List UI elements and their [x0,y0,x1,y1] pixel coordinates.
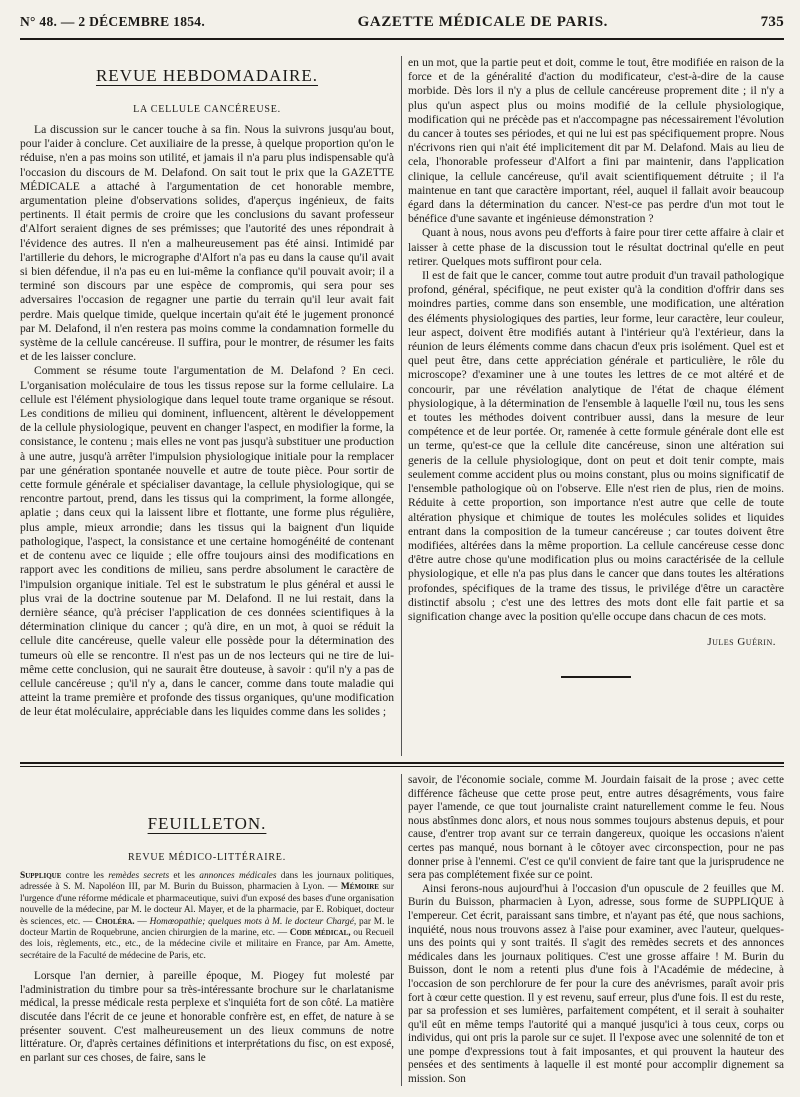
running-head [20,14,784,40]
section-divider-thin [20,766,784,767]
feuilleton-summary: Supplique contre les remèdes secrets et les annonces médicales dans les journaux politiques, adressée à S. M. Napoléon III, par M. Burin du Buisson, pharmacien à Lyon. — Mémoire sur l'urgence d'une réforme médicale et pharmaceutique, suivi d'un exposé des bases d'une organisation nouvelle de la médecine, par M. le docteur Al. Mayer, et de la pharmacie, par E. Robiquet, docteur ès sciences, etc. — Choléra. — Homœopathie; quelques mots à M. le docteur Chargé, par M. le docteur Martin de Roquebrune, ancien chirurgien de la marine, etc. — Code médical, ou Recueil des lois, règlements, etc., etc., de la médecine civile et militaire en France, par Am. Amette, secrétaire de la Faculté de médecine de Paris, etc. [20,871,394,961]
revue-paragraph: La discussion sur le cancer touche à sa fin. Nous la suivrons jusqu'au bout, pour l'aider à conclure. Cet auxiliaire de la presse, à quelque proportion qu'on le réduise, n'en a pas moins son utilité, et jamais il n'a paru plus indispensable qu'à l'occasion du discours de M. Delafond. On sait tout le prix que la GAZETTE MÉDICALE a attaché à l'argumentation de cet honorable membre, argumentation pleine d'observations solides, d'aperçus ingénieux, de faits pertinents. Il était permis de croire que les conclusions du savant professeur d'Alfort seraient dignes de ses prémisses; que l'autorité des unes répondrait à l'évidence des autres. Il n'en a malheureusement pas été ainsi. Intimidé par l'artillerie du dehors, le micrographe d'Alfort n'a pas eu dans la cause qu'il avait si bien défendue, il n'a pas eu en lui-même la confiance qu'il pouvait avoir; il a terminé son discours par une espèce de compromis, qui sera pour ses adversaires l'occasion de regagner une partie du terrain qu'il leur avait fait perdre. Mais quelque timide, quelque incertain qu'ait été le jugement prononcé par M. Delafond, il n'en restera pas moins comme la condamnation formelle du système de la cellule cancéreuse. Il suffira, pour le montrer, de résumer les faits et de les laisser conclure. [20,123,394,364]
section-divider [20,762,784,764]
page-number: 735 [760,14,784,30]
revue-paragraph: en un mot, que la partie peut et doit, comme le tout, être modifiée en raison de la force et de la généralité d'action du modificateur, c'est-à-dire de la cause morbide. Dès lors il n'y a plus de cellule cancéreuse proprement dite ; il n'y a plus qu'un aspect plus ou moins modifié de la cellule physiologique, modification qui ne précède pas et n'accompagne pas nécessairement l'évolution du cancer à toutes ses périodes, et qui ne lui est pas spécifiquement propre. Nous n'écrivons rien qui n'ait été implicitement dit par M. Delafond. Mais au lieu de cela, l'honorable professeur d'Alfort a fini par maintenir, dans l'application clinique, la cellule cancéreuse, qu'il avait scientifiquement détruite ; il l'a maintenue en tant que caractère important, réel, auquel il fallait avoir beaucoup égard dans la détermination du cancer. N'est-ce pas perdre d'un mot tout le bénéfice d'une savante et ingénieuse démonstration ? [408,56,784,226]
feuilleton-column-right [408,774,784,1089]
end-rule [561,676,631,678]
revue-section [20,56,784,776]
newspaper-page [20,14,784,1089]
revue-column-right [408,56,784,768]
journal-title: GAZETTE MÉDICALE DE PARIS. [357,14,608,30]
revue-title: REVUE HEBDOMADAIRE. [95,66,319,85]
feuilleton-paragraph: Ainsi ferons-nous aujourd'hui à l'occasion d'un opuscule de 2 feuilles que M. Burin du Buisson, pharmacien à Lyon, adresse, sous forme de SUPPLIQUE à l'empereur. Cet écrit, paraissant sans timbre, et n'ayant pas été, que nous sachions, inquiété, nous nous trouvons assez à l'aise pour examiner, avec l'auteur, quelques-uns des points qui y sont traités. Il s'agit des remèdes secrets et des annonces médicales dans les journaux politiques. C'est une grosse affaire ! M. Burin du Buisson, dont le nom a retenti plus d'une fois à l'Académie de médecine, à l'occasion de son perchlorure de fer pour la cure des anévrismes, paraît avoir pris fort à cœur cette question. Il y est revenu, sauf erreur, plus d'une fois. Il est du reste, par sa profession et ses lumières, parfaitement compétent, et il serait à souhaiter qu'il eût en même temps l'autorité qui a manqué jusqu'ici à tous ceux, corps ou individus, qui ont pris la parole sur ce sujet. Il l'expose avec une solennité de ton et une pompe d'expressions tout à fait imposantes, et qui prouvent la hauteur des pensées et des sentiments à laquelle il est monté pour accomplir dignement sa mission. Son [408,882,784,1086]
feuilleton-column-left [20,774,394,1089]
issue-date: N° 48. — 2 DÉCEMBRE 1854. [20,14,206,29]
feuilleton-paragraph: Lorsque l'an dernier, à pareille époque, M. Piogey fut molesté par l'administration du timbre pour sa très-intéressante brochure sur le charlatanisme médical, la presse médicale resta perplexe et s'inquiéta fort de son côté. La matière discutée dans l'écrit de ce jeune et honorable confrère est, en effet, de nature à se présenter souvent. C'est malheureusement un des lieux communs de notre littérature. Or, d'après certaines définitions et interprétations du fisc, on est exposé, en parlant sur ces choses, de faire, sans le [20,970,394,1064]
author-signature: Jules Guérin. [707,636,776,649]
feuilleton-subtitle: REVUE MÉDICO-LITTÉRAIRE. [127,852,287,863]
column-divider [401,774,402,1086]
revue-column-left [20,56,394,768]
revue-paragraph: Quant à nous, nous avons peu d'efforts à faire pour tirer cette affaire à clair et laisser à cette phase de la discussion tout le résultat doctrinal qu'elle en peut retirer. Quelques mots suffiront pour cela. [408,226,784,268]
column-divider [401,56,402,756]
revue-paragraph: Comment se résume toute l'argumentation de M. Delafond ? En ceci. L'organisation moléculaire de tous les tissus repose sur la forme cellulaire. La cellule est l'élément physiologique dans lequel toute trame organique se résout. Les conditions de milieu qui dominent, influencent, altèrent le développement de la cellule physiologique, peuvent en changer l'aspect, en modifier la forme, la consistance, le contenu ; mais elles ne vont pas jusqu'à substituer une production à une autre, jusqu'à arrêter l'impulsion physiologique initiale pour la remplacer par une génération spontanée nouvelle et autre de toute pièce. Pour sortir de cette formule générale et spécialiser davantage, la cellule physiologique, qui se rencontre partout, prend, dans les tissus qui la compriment, la forme allongée, aplatie ; dans ceux qui la laissent libre et flottante, une forme plus régulière, plus ample, mieux arrondie; dans les tissus qui la baignent d'un liquide pathologique, l'aspect, la consistance et une certaine homogénéité de contenant et de contenu avec ce liquide ; elle offre toujours ainsi des modifications en rapport avec les conditions de milieu, sans perdre absolument le caractère de l'impulsion organique initiale. Tel est le substratum le plus général et aussi le plus vrai de la doctrine soutenue par M. Delafond. Il ne lui restait, dans la dernière séance, qu'à préciser l'application de ces données scientifiques à la détermination clinique du cancer ; qu'à dire, en un mot, à quoi se réduit la cellule dite cancéreuse, quelle valeur elle possède pour la détermination des tumeurs où elle se rencontre. Il n'est pas un de nos lecteurs qui ne tire de lui-même cette conclusion, qui ne saurait être douteuse, à savoir : qu'il n'y a pas de cellule cancéreuse ; qu'il n'y a, dans le cancer, comme dans toute maladie qui atteint la trame première et profonde des tissus organiques, qu'une modification de leur état moléculaire, appréciable dans les liquides comme dans les solides ; [20,364,394,719]
feuilleton-paragraph: savoir, de l'économie sociale, comme M. Jourdain faisait de la prose ; avec cette différence fâcheuse que cette prose peut, entre autres désagréments, vous faire payer l'amende, ce que tout journaliste craint naturellement comme le feu. Nous nous abstînmes donc alors, et nous nous sommes toujours abstenus depuis, et pour cause, d'entrer trop avant sur ce terrain dangereux, quoique les occasions n'aient certes pas manqué, nous bornant à le côtoyer avec circonspection, pour ne pas donner prise à l'ennemi. C'est ce qu'il convient de faire tant que la jurisprudence ne sera pas complétement fixée sur ce point. [408,774,784,882]
revue-paragraph: Il est de fait que le cancer, comme tout autre produit d'un travail pathologique profond, général, spécifique, ne peut exister qu'à la condition d'offrir dans ses moindres parties, comme dans son ensemble, une modification, une altération des éléments physiologiques des parties, leur forme, leur caractère, leur couleur, leur aspect, doivent être modifiés autant à l'intérieur qu'à l'extérieur, dans la réunion de leurs éléments comme dans chacun d'eux pris isolément. Quel est et quel peut être, dans cette appréciation générale et particulière, le rôle du microscope? d'examiner une à une toutes les lettres de ce mot altéré et de concourir, par une révélation analytique de l'état de chaque élément physiologique, à la détermination de l'ensemble à laquelle l'œil nu, tous les sens et toutes les méthodes doivent contribuer aussi, dans la mesure de leur compétence et de leur portée. Or, ramenée à cette formule générale dont elle est un terme, qu'est-ce que la cellule dite cancéreuse, sinon une altération sui generis de la cellule physiologique, dont on peut et doit tenir compte, mais seulement comme accident plus ou moins constant, plus ou moins significatif de l'ensemble pathologique où on l'observe. Elle n'est rien de plus, rien de moins. Réduite à cette proportion, son importance n'est autre que celle de toute altération physique et chimique de toutes les molécules solides et liquides entrant dans la composition de la tumeur cancéreuse ; car toutes doivent être modifiées, altérées dans la même proportion. La cellule cancéreuse cesse donc d'être autre chose qu'une modification plus ou moins caractérisée de la cellule physiologique, et elle n'a pas plus dans le cancer que dans toutes les altérations profondes, spécifiques de la trame des tissus, le privilége d'être un caractère distinctif absolu ; c'est une des lettres des mots dont elle fait partie et sa signification change avec la position qu'elle occupe dans chacun de ces mots. [408,269,784,623]
feuilleton-section [20,774,784,1089]
feuilleton-title: FEUILLETON. [147,814,267,833]
revue-subtitle: LA CELLULE CANCÉREUSE. [133,104,281,115]
